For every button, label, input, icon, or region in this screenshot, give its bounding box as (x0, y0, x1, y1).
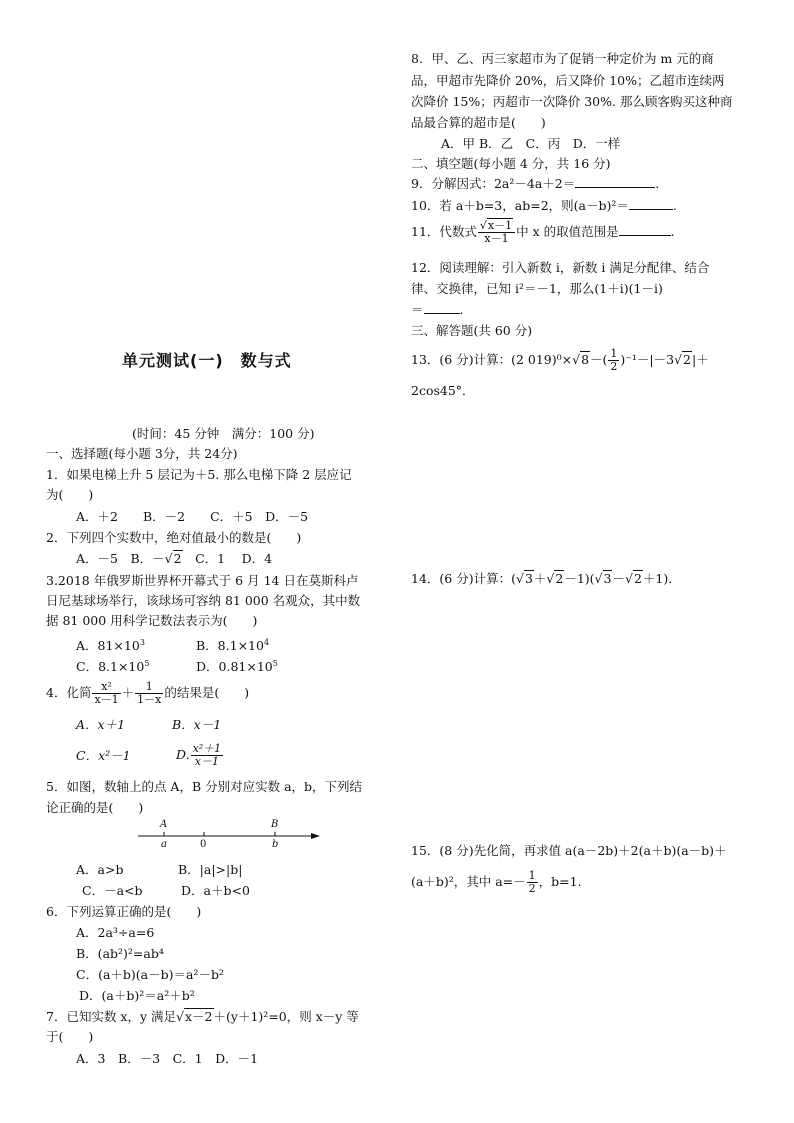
q15-line-1: 15．(8 分)先化简，再求值 a(a－2b)＋2(a＋b)(a－b)＋ (411, 843, 727, 858)
q3-opt-c-text: C．8.1×10 (76, 659, 145, 675)
q15-fraction (527, 870, 538, 895)
q3-opt-d (196, 655, 278, 676)
q3-opt-a-text: A．81×10 (76, 638, 140, 654)
q13-mid-1: －( (590, 352, 608, 367)
q13-radicand-1: 8 (581, 352, 590, 367)
sqrt-sign: √ (176, 1009, 184, 1024)
q4-f1-num: x² (92, 681, 120, 694)
q14-p3: － (612, 571, 625, 586)
q13-stem (411, 346, 709, 374)
q8-stem-b: 品，甲超市先降价 20%，后又降价 10%；乙超市连续两 (411, 73, 725, 88)
q4-opt-c: C．x²－1 (76, 748, 131, 763)
q3-stem-c: 据 81 000 用科学记数法表示为( ) (46, 613, 258, 628)
sqrt-sign: √ (674, 352, 683, 367)
q2-options (76, 550, 272, 568)
q12-blank (424, 301, 460, 314)
q7-stem-b: 于( ) (46, 1029, 94, 1044)
q3-opt-c-exp: 5 (144, 659, 150, 668)
q4-stem (46, 680, 249, 706)
q9-stem (411, 175, 659, 193)
q13-end: |＋ (692, 352, 709, 367)
q7-stem-pre: 7．已知实数 x，y 满足 (46, 1009, 177, 1024)
q13-f-num: 1 (610, 347, 618, 360)
q11-blank (619, 223, 671, 236)
q13-pre: 13．(6 分)计算：(2 019)⁰× (411, 352, 573, 367)
q2-radicand: 2 (173, 551, 182, 566)
axis-label-b: b (272, 839, 279, 850)
q7-radicand: x－2 (184, 1009, 213, 1024)
q4-stem-post: 的结果是( ) (164, 685, 250, 700)
number-line-arrow (311, 833, 320, 839)
q5-stem-b: 论正确的是( ) (46, 800, 144, 815)
axis-label-a: a (161, 839, 167, 850)
q11-pre: 11．代数式 (411, 224, 477, 239)
q4-opt-d-den: x－1 (194, 755, 219, 768)
q4-fraction-2 (135, 681, 163, 706)
q14-radicand-1: 3 (524, 571, 533, 586)
q5-opt-c: C．－a<b (82, 883, 143, 898)
q2-opt-rest: C．1 D．4 (182, 551, 273, 566)
q11-post: 中 x 的取值范围是 (516, 224, 619, 239)
q8-stem-a: 8．甲、乙、丙三家超市为了促销一种定价为 m 元的商 (411, 51, 714, 66)
q4-opt-b: B．x－1 (172, 717, 222, 732)
q14-radicand-3: 3 (603, 571, 612, 586)
q14-p1: ＋ (533, 571, 547, 586)
q13-mid-2: )⁻¹－|－3 (620, 352, 675, 367)
q14-stem (411, 570, 681, 588)
q9-stem-text: 9．分解因式：2a²－4a＋2＝ (411, 176, 576, 191)
q1-options: A．＋2 B．－2 C．＋5 D．－5 (76, 509, 309, 524)
q15-line-2 (411, 868, 582, 896)
q10-blank (629, 197, 673, 210)
sqrt-sign: √ (572, 352, 581, 367)
q15-line-2-pre: (a＋b)²，其中 a=－ (411, 874, 526, 889)
q8-options: A．甲 B．乙 C．丙 D．一样 (441, 136, 621, 151)
sqrt-sign: √ (546, 571, 555, 586)
q4-f2-num: 1 (135, 681, 163, 694)
sqrt-sign: √ (515, 571, 524, 586)
axis-label-0: 0 (200, 839, 207, 850)
q14-p2: －1)( (564, 571, 595, 586)
q7-stem (46, 1008, 359, 1026)
q3-opt-d-exp: 5 (272, 659, 278, 668)
q4-f1-den: x－1 (94, 693, 119, 706)
q6-opt-c: C．(a＋b)(a－b)＝a²－b² (76, 967, 224, 982)
q11-stem (411, 217, 675, 247)
q3-opt-d-text: D．0.81×10 (196, 659, 273, 675)
q12-end: . (459, 302, 464, 317)
q12-stem-c (411, 301, 464, 319)
sqrt-sign: √ (164, 551, 173, 566)
q9-end: . (655, 176, 660, 191)
q10-stem (411, 197, 677, 215)
q5-opt-b: B．|a|>|b| (178, 862, 243, 877)
q5-stem-a: 5．如图，数轴上的点 A，B 分别对应实数 a，b，下列结 (46, 779, 363, 794)
q10-stem-text: 10．若 a＋b=3，ab=2，则(a－b)²＝ (411, 198, 629, 213)
section-fill: 二、填空题(每小题 4 分，共 16 分) (411, 156, 611, 171)
q14-pre: 14．(6 分)计算：( (411, 571, 516, 586)
q12-stem-a: 12．阅读理解：引入新数 i，新数 i 满足分配律、结合 (411, 260, 710, 275)
q4-opt-d (176, 740, 224, 770)
q15-f-den: 2 (528, 882, 536, 895)
q2-opt-a: A．－5 B．－ (76, 551, 165, 566)
q4-fraction-1 (92, 681, 120, 706)
q6-stem: 6．下列运算正确的是( ) (46, 904, 202, 919)
q11-radicand: x－1 (487, 219, 513, 232)
q6-opt-d: D．(a＋b)²＝a²＋b² (79, 988, 195, 1003)
q14-radicand-2: 2 (555, 571, 564, 586)
q11-end: . (670, 224, 675, 239)
q3-opt-a-exp: 3 (139, 638, 145, 647)
q4-opt-d-num: x²＋1 (192, 742, 222, 755)
q4-stem-pre: 4．化简 (46, 685, 92, 700)
q10-end: . (672, 198, 677, 213)
q13-line-2: 2cos45°． (411, 383, 475, 398)
q3-opt-b-text: B．8.1×10 (196, 638, 264, 654)
q15-f-num: 1 (528, 869, 536, 882)
q7-stem-post: ＋(y＋1)²=0，则 x－y 等 (213, 1009, 359, 1024)
q6-opt-b: B．(ab²)²=ab⁴ (76, 946, 164, 961)
q13-fraction (608, 348, 619, 373)
exam-meta: (时间：45 分钟 满分：100 分) (132, 426, 315, 441)
q7-options: A．3 B．－3 C．1 D．－1 (76, 1051, 259, 1066)
axis-label-B: B (271, 819, 279, 830)
q5-opt-a: A．a>b (76, 862, 124, 877)
sqrt-sign: √ (479, 219, 487, 232)
q14-p4: ＋1)． (642, 571, 681, 586)
q11-fraction (478, 220, 515, 245)
axis-label-A: A (160, 819, 168, 830)
sqrt-sign: √ (594, 571, 603, 586)
q5-opt-d: D．a＋b<0 (181, 883, 250, 898)
q8-stem-d: 品最合算的超市是( ) (411, 115, 546, 130)
section-choice: 一、选择题(每小题 3分，共 24分) (46, 446, 238, 461)
page-title: 单元测试(一) 数与式 (122, 351, 292, 370)
q11-den: x－1 (484, 232, 509, 245)
q3-opt-c (76, 655, 149, 676)
q1-stem-a: 1．如果电梯上升 5 层记为＋5. 那么电梯下降 2 层应记 (46, 467, 352, 482)
q3-opt-a (76, 634, 145, 655)
q2-stem: 2．下列四个实数中，绝对值最小的数是( ) (46, 530, 302, 545)
q4-opt-d-fraction (191, 743, 224, 768)
q1-stem-b: 为( ) (46, 487, 94, 502)
q4-opt-d-pre: D. (176, 747, 190, 762)
section-answer: 三、解答题(共 60 分) (411, 323, 533, 338)
q14-radicand-4: 2 (633, 571, 642, 586)
sqrt-sign: √ (624, 571, 633, 586)
q13-radicand-2: 2 (683, 352, 691, 367)
q6-opt-a: A．2a³÷a=6 (76, 925, 155, 940)
q3-opt-b (196, 634, 269, 655)
q8-stem-c: 次降价 15%；丙超市一次降价 30%. 那么顾客购买这种商 (411, 94, 733, 109)
q4-f2-den: 1－x (137, 693, 162, 706)
q12-stem-c-pre: ＝ (411, 302, 424, 317)
q12-stem-b: 律、交换律，已知 i²＝－1，那么(1＋i)(1－i) (411, 281, 663, 296)
q15-line-2-post: ，b=1. (538, 874, 582, 889)
q4-plus: ＋ (121, 685, 135, 700)
q13-f-den: 2 (610, 360, 618, 373)
q9-blank (575, 175, 655, 188)
q3-stem-a: 3.2018 年俄罗斯世界杯开幕式于 6 月 14 日在莫斯科卢 (46, 573, 359, 588)
q4-opt-a: A．x＋1 (76, 717, 126, 732)
q3-stem-b: 日尼基球场举行，该球场可容纳 81 000 名观众，其中数 (46, 593, 361, 608)
q3-opt-b-exp: 4 (263, 638, 270, 647)
